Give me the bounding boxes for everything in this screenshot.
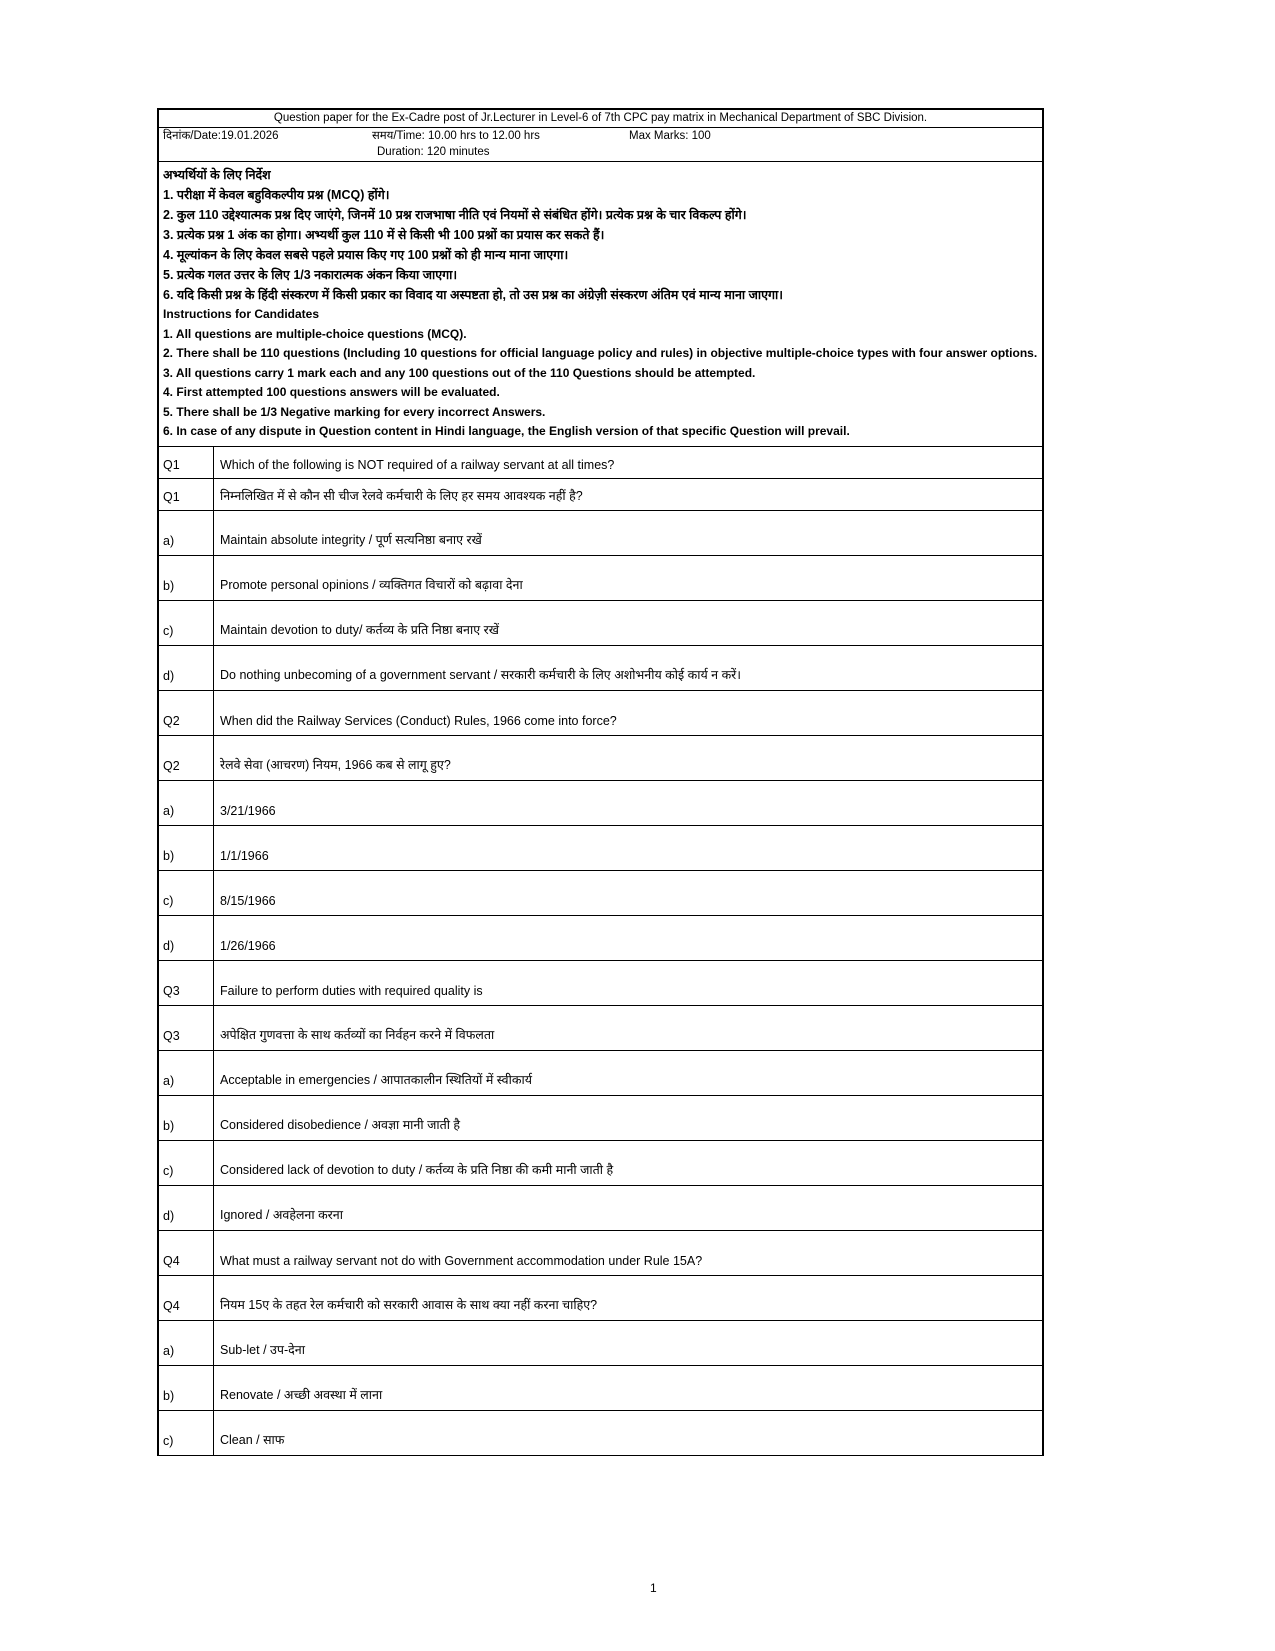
question-table-body	[159, 447, 1042, 1456]
instruction-item: 3. All questions carry 1 mark each and any 100 questions out of the 110 Questions should be attempted.	[163, 365, 756, 380]
english-instructions-list	[163, 325, 1038, 442]
question-row	[159, 961, 1042, 1006]
option-text: 8/15/1966	[220, 893, 276, 908]
question-row	[159, 1231, 1042, 1276]
option-row	[159, 781, 1042, 826]
question-text: रेलवे सेवा (आचरण) नियम, 1966 कब से लागू हुए?	[220, 757, 451, 772]
option-text: Considered lack of devotion to duty / कर्तव्य के प्रति निष्ठा की कमी मानी जाती है	[220, 1162, 614, 1177]
question-row	[159, 736, 1042, 781]
question-number: Q4	[159, 1276, 214, 1320]
instruction-item: 5. प्रत्येक गलत उत्तर के लिए 1/3 नकारात्मक अंकन किया जाएगा।	[163, 268, 458, 282]
hindi-instructions-list	[163, 185, 1038, 305]
option-row	[159, 1321, 1042, 1366]
option-text: Promote personal opinions / व्यक्तिगत विचारों को बढ़ावा देना	[220, 577, 523, 592]
instructions-block	[159, 162, 1042, 447]
option-text: Clean / साफ	[220, 1432, 285, 1447]
option-row	[159, 646, 1042, 691]
question-text: निम्नलिखित में से कौन सी चीज रेलवे कर्मचारी के लिए हर समय आवश्यक नहीं है?	[220, 488, 583, 503]
option-letter: a)	[159, 1051, 214, 1095]
option-text: Renovate / अच्छी अवस्था में लाना	[220, 1387, 383, 1402]
question-text: What must a railway servant not do with Government accommodation under Rule 15A?	[220, 1253, 703, 1268]
paper-title: Question paper for the Ex-Cadre post of Jr.Lecturer in Level-6 of 7th CPC pay matrix in Mechanical Department of SBC Division.	[159, 110, 1042, 128]
option-row	[159, 826, 1042, 871]
question-number: Q1	[159, 447, 214, 478]
question-number: Q2	[159, 691, 214, 735]
header-duration-row	[159, 145, 1042, 162]
option-letter: b)	[159, 556, 214, 600]
option-row	[159, 871, 1042, 916]
question-row	[159, 691, 1042, 736]
option-row	[159, 601, 1042, 646]
option-text: 1/26/1966	[220, 938, 276, 953]
exam-time: समय/Time: 10.00 hrs to 12.00 hrs	[372, 130, 540, 142]
option-text: Considered disobedience / अवज्ञा मानी जाती है	[220, 1117, 461, 1132]
question-number: Q3	[159, 961, 214, 1005]
question-text: अपेक्षित गुणवत्ता के साथ कर्तव्यों का निर्वहन करने में विफलता	[220, 1027, 495, 1042]
option-text: 3/21/1966	[220, 803, 276, 818]
question-row	[159, 1006, 1042, 1051]
option-letter: a)	[159, 511, 214, 555]
option-row	[159, 556, 1042, 601]
instruction-item: 6. यदि किसी प्रश्न के हिंदी संस्करण में किसी प्रकार का विवाद या अस्पष्टता हो, तो उस प्रश्न का अंग्रेज़ी संस्करण अंतिम एवं मान्य माना जाएगा।	[163, 288, 784, 302]
instruction-item: 3. प्रत्येक प्रश्न 1 अंक का होगा। अभ्यर्थी कुल 110 में से किसी भी 100 प्रश्नों का प्रयास कर सकते हैं।	[163, 228, 605, 242]
header-meta-row	[159, 128, 1042, 145]
option-text: Sub-let / उप-देना	[220, 1342, 305, 1357]
option-letter: b)	[159, 1096, 214, 1140]
question-text: Which of the following is NOT required of a railway servant at all times?	[220, 457, 615, 472]
instruction-item: 6. In case of any dispute in Question content in Hindi language, the English version of that specific Question will prevail.	[163, 424, 850, 438]
exam-date: दिनांक/Date:19.01.2026	[163, 130, 279, 142]
option-row	[159, 1096, 1042, 1141]
option-letter: a)	[159, 781, 214, 825]
option-letter: d)	[159, 1186, 214, 1230]
option-letter: c)	[159, 601, 214, 645]
option-row	[159, 1141, 1042, 1186]
exam-duration: Duration: 120 minutes	[377, 146, 490, 158]
option-text: Acceptable in emergencies / आपातकालीन स्थितियों में स्वीकार्य	[220, 1072, 532, 1087]
question-number: Q1	[159, 479, 214, 510]
option-row	[159, 916, 1042, 961]
option-text: Ignored / अवहेलना करना	[220, 1207, 343, 1222]
option-row	[159, 1411, 1042, 1456]
instruction-item: 1. परीक्षा में केवल बहुविकल्पीय प्रश्न (MCQ) होंगे।	[163, 188, 390, 202]
option-row	[159, 511, 1042, 556]
option-row	[159, 1186, 1042, 1231]
instruction-item: 4. First attempted 100 questions answers will be evaluated.	[163, 385, 500, 399]
option-letter: b)	[159, 826, 214, 870]
question-row	[159, 447, 1042, 479]
instruction-item: 4. मूल्यांकन के लिए केवल सबसे पहले प्रयास किए गए 100 प्रश्नों को ही मान्य माना जाएगा।	[163, 248, 569, 262]
option-text: Maintain absolute integrity / पूर्ण सत्यनिष्ठा बनाए रखें	[220, 532, 482, 547]
option-text: Do nothing unbecoming of a government servant / सरकारी कर्मचारी के लिए अशोभनीय कोई कार्य न करें।	[220, 667, 742, 682]
question-number: Q3	[159, 1006, 214, 1050]
option-row	[159, 1051, 1042, 1096]
option-letter: d)	[159, 646, 214, 690]
page-number: 1	[650, 1581, 657, 1595]
question-number: Q2	[159, 736, 214, 780]
option-letter: a)	[159, 1321, 214, 1365]
option-letter: c)	[159, 871, 214, 915]
question-text: When did the Railway Services (Conduct) Rules, 1966 come into force?	[220, 713, 617, 728]
hindi-instructions-heading: अभ्यर्थियों के लिए निर्देश	[163, 168, 271, 182]
question-number: Q4	[159, 1231, 214, 1275]
instruction-item: 2. कुल 110 उद्देश्यात्मक प्रश्न दिए जाएंगे, जिनमें 10 प्रश्न राजभाषा नीति एवं नियमों से संबंधित होंगे। प्रत्येक प्रश्न के चार विकल्प होंगे।	[163, 208, 747, 222]
option-row	[159, 1366, 1042, 1411]
question-paper-table	[157, 108, 1044, 1456]
option-letter: b)	[159, 1366, 214, 1410]
option-letter: c)	[159, 1141, 214, 1185]
instruction-item: 5. There shall be 1/3 Negative marking for every incorrect Answers.	[163, 404, 546, 419]
english-instructions-heading: Instructions for Candidates	[163, 307, 320, 321]
question-text: Failure to perform duties with required quality is	[220, 983, 483, 998]
instruction-item: 1. All questions are multiple-choice questions (MCQ).	[163, 326, 467, 341]
option-letter: c)	[159, 1411, 214, 1455]
question-text: नियम 15ए के तहत रेल कर्मचारी को सरकारी आवास के साथ क्या नहीं करना चाहिए?	[220, 1297, 598, 1312]
question-row	[159, 479, 1042, 511]
question-row	[159, 1276, 1042, 1321]
option-letter: d)	[159, 916, 214, 960]
option-text: 1/1/1966	[220, 848, 269, 863]
instruction-item: 2. There shall be 110 questions (Including 10 questions for official language policy and rules) in objective multiple-choice types with four answer options.	[163, 346, 1038, 360]
max-marks: Max Marks: 100	[629, 130, 711, 142]
option-text: Maintain devotion to duty/ कर्तव्य के प्रति निष्ठा बनाए रखें	[220, 622, 499, 637]
